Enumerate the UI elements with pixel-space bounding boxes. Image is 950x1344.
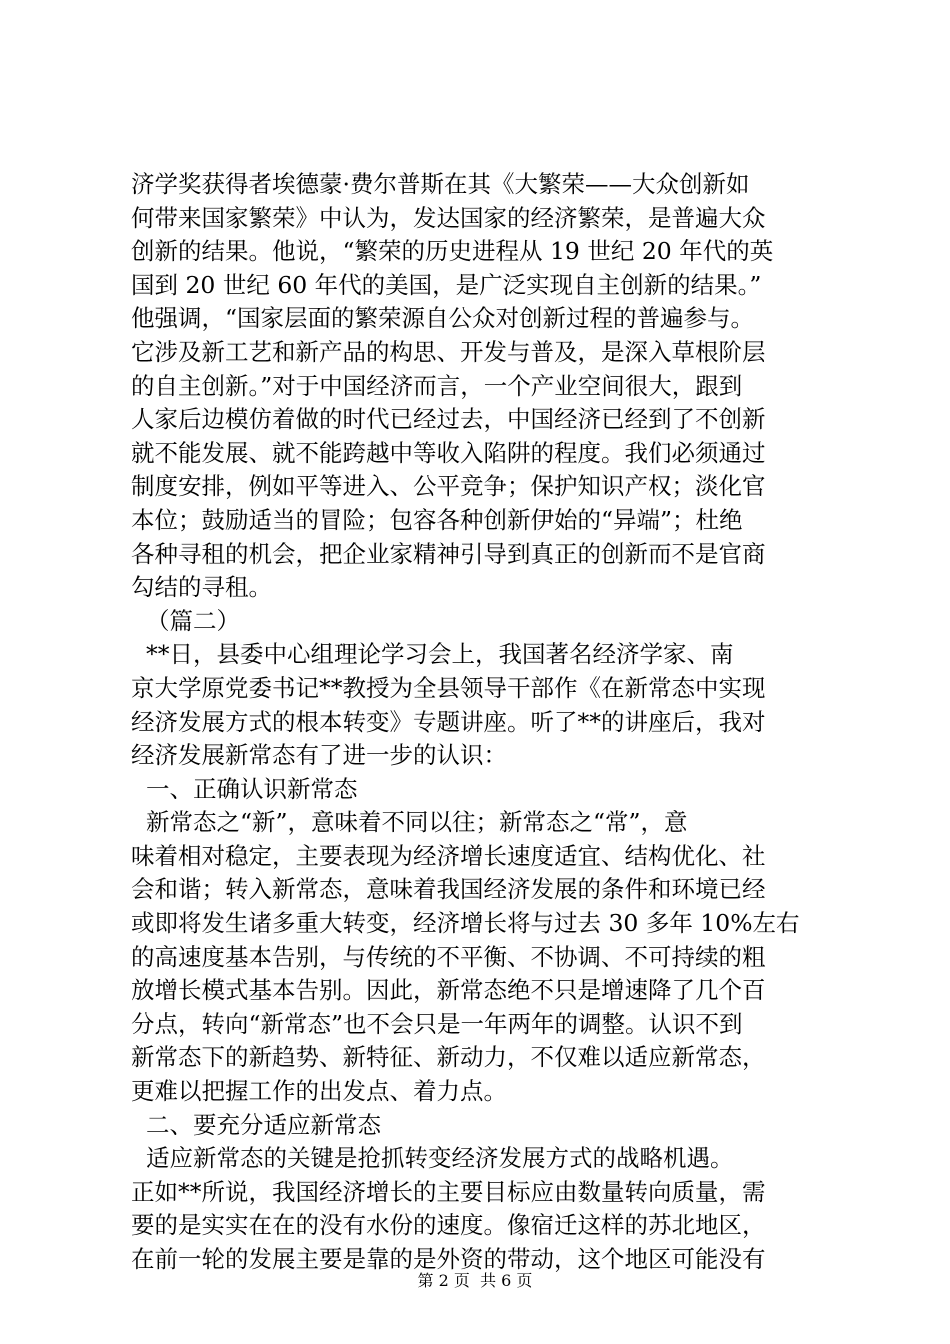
text-line: 经济发展方式的根本转变》专题讲座。听了**的讲座后，我对 <box>131 707 766 736</box>
text-line: 京大学原党委书记**教授为全县领导干部作《在新常态中实现 <box>131 673 766 702</box>
text-line: 会和谐；转入新常态，意味着我国经济发展的条件和环境已经 <box>131 875 766 904</box>
text-line: 国到 20 世纪 60 年代的美国，是广泛实现自主创新的结果。” <box>131 270 762 299</box>
text-line: 各种寻租的机会，把企业家精神引导到真正的创新而不是官商 <box>131 539 766 568</box>
text-line: 新常态之“新”，意味着不同以往；新常态之“常”，意 <box>131 808 688 837</box>
text-line: 济学奖获得者埃德蒙·费尔普斯在其《大繁荣——大众创新如 <box>131 170 750 198</box>
section-heading: （篇二） <box>131 606 240 635</box>
text-line: 就不能发展、就不能跨越中等收入陷阱的程度。我们必须通过 <box>131 438 766 467</box>
section-heading: 一、正确认识新常态 <box>131 774 358 803</box>
text-line: 更难以把握工作的出发点、着力点。 <box>131 1077 507 1106</box>
text-line: 本位；鼓励适当的冒险；包容各种创新伊始的“异端”；杜绝 <box>131 505 743 534</box>
text-line: 的自主创新。”对于中国经济而言，一个产业空间很大，跟到 <box>131 371 743 400</box>
page-number-footer: 第 2 页 共 6 页 <box>417 1271 533 1290</box>
text-line: 的高速度基本告别，与传统的不平衡、不协调、不可持续的粗 <box>131 942 766 971</box>
text-line: 正如**所说，我国经济增长的主要目标应由数量转向质量，需 <box>131 1177 766 1206</box>
text-line: 人家后边模仿着做的时代已经过去，中国经济已经到了不创新 <box>131 405 766 434</box>
text-line: 放增长模式基本告别。因此，新常态绝不只是增速降了几个百 <box>131 976 766 1005</box>
text-line: 新常态下的新趋势、新特征、新动力，不仅难以适应新常态， <box>131 1043 766 1072</box>
text-line: 味着相对稳定，主要表现为经济增长速度适宜、结构优化、社 <box>131 841 766 870</box>
text-line: 在前一轮的发展主要是靠的是外资的带动，这个地区可能没有 <box>131 1245 766 1273</box>
text-line: 要的是实实在在的没有水份的速度。像宿迁这样的苏北地区， <box>131 1211 766 1240</box>
text-line: 他强调，“国家层面的繁荣源自公众对创新过程的普遍参与。 <box>131 304 755 333</box>
section-heading: 二、要充分适应新常态 <box>131 1110 381 1139</box>
text-line: 制度安排，例如平等进入、公平竞争；保护知识产权；淡化官 <box>131 472 766 501</box>
text-line: 勾结的寻租。 <box>131 573 272 602</box>
text-line: 分点，转向“新常态”也不会只是一年两年的调整。认识不到 <box>131 1009 743 1038</box>
text-line: 何带来国家繁荣》中认为，发达国家的经济繁荣，是普遍大众 <box>131 203 766 232</box>
document-body <box>131 168 831 1277</box>
text-line: 创新的结果。他说，“繁荣的历史进程从 19 世纪 20 年代的英 <box>131 237 774 266</box>
text-line: 适应新常态的关键是抢抓转变经济发展方式的战略机遇。 <box>131 1144 734 1173</box>
text-line: 它涉及新工艺和新产品的构思、开发与普及，是深入草根阶层 <box>131 337 766 366</box>
text-line: 经济发展新常态有了进一步的认识： <box>131 741 507 770</box>
text-line: **日，县委中心组理论学习会上，我国著名经济学家、南 <box>131 640 734 669</box>
text-line: 或即将发生诸多重大转变，经济增长将与过去 30 多年 10%左右 <box>131 909 800 938</box>
